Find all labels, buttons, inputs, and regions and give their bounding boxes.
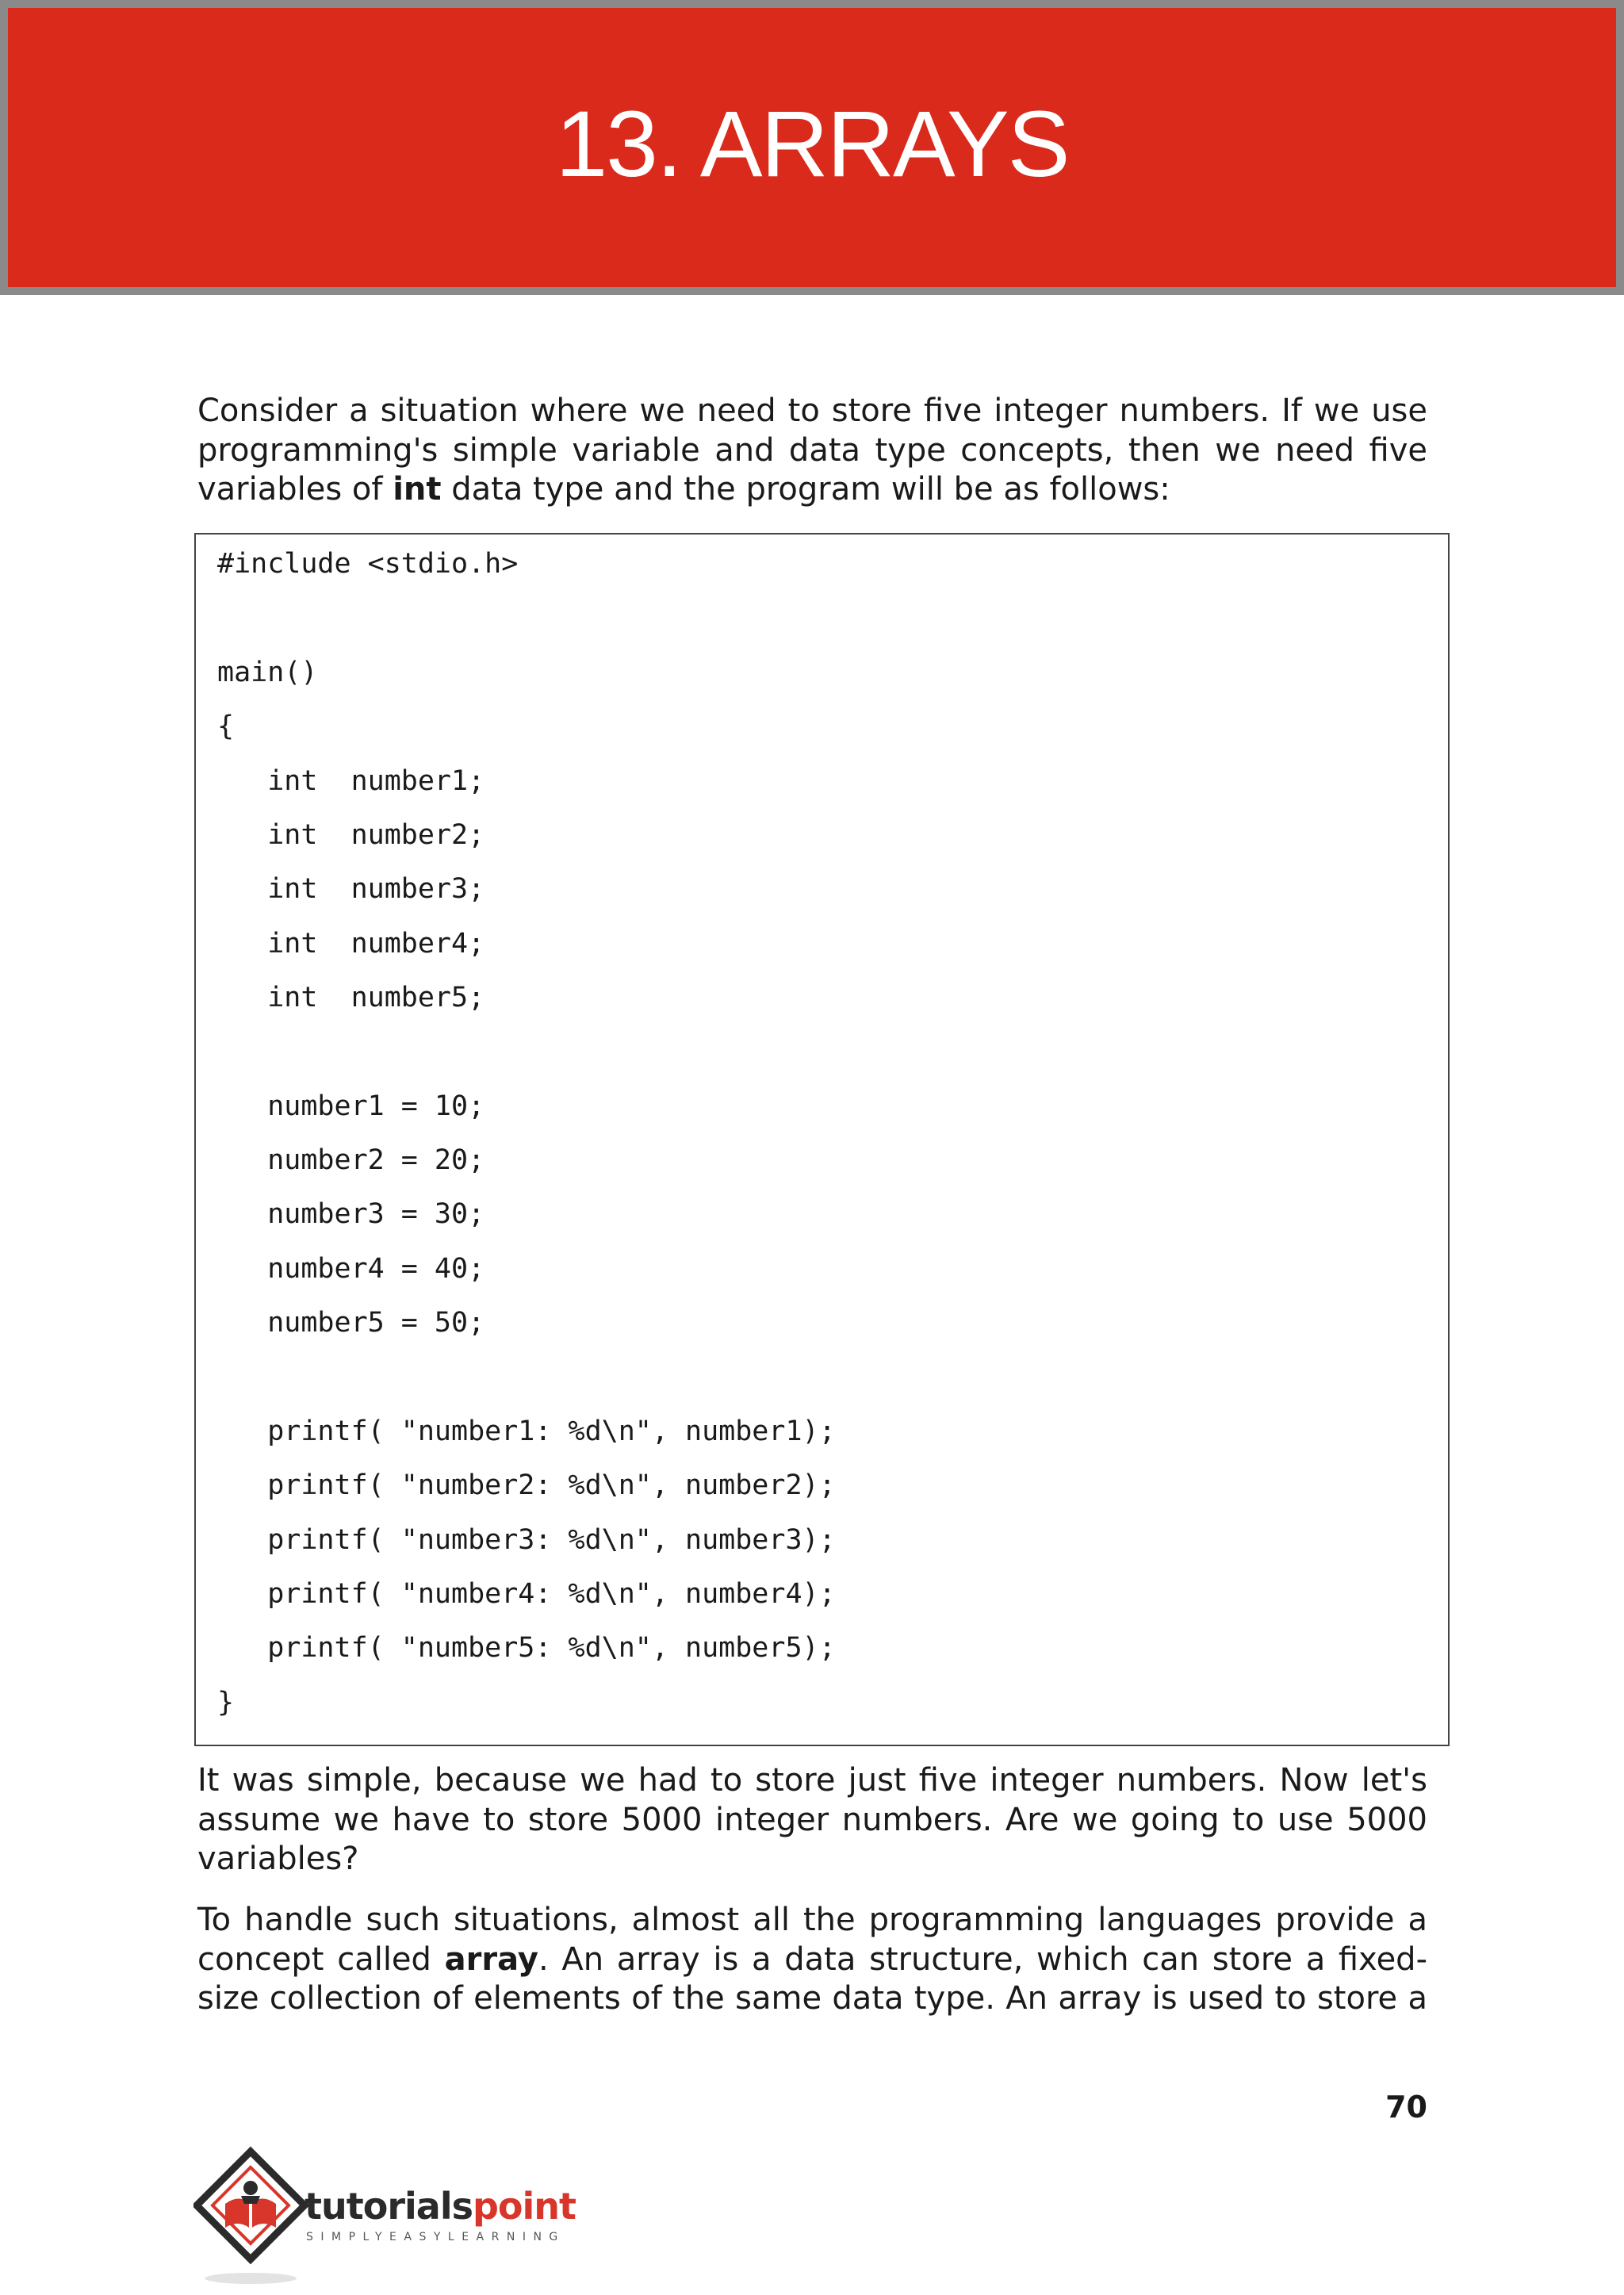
body-paragraph: It was simple, because we had to store just five integer numbers. Now let's assume we have to store 5000 integer numbers. Are we going to use 5000 variables? (197, 1762, 1427, 1877)
code-line: int number5; (217, 982, 485, 1013)
code-line: } (217, 1687, 235, 1718)
code-line: number5 = 50; (217, 1307, 485, 1339)
para3-bold-term: array (444, 1941, 538, 1978)
code-line: printf( "number5: %d\n", number5); (217, 1632, 836, 1664)
intro-bold-term: int (393, 471, 442, 508)
intro-text-before: Consider a situation where we need to store five integer numbers. If we use programming's simple variable and data type concepts, then we need five variables of (197, 393, 1427, 508)
intro-text-after: data type and the program will be as follows: (441, 471, 1170, 508)
code-line: printf( "number3: %d\n", number3); (217, 1524, 836, 1556)
code-line: main() (217, 657, 318, 688)
code-line: number3 = 30; (217, 1198, 485, 1230)
logo-wordmark (304, 2185, 576, 2228)
chapter-banner (0, 0, 1624, 295)
logo-tagline: SIMPLYEASYLEARNING (306, 2231, 565, 2243)
open-book-diamond-icon (193, 2145, 312, 2288)
code-line: { (217, 711, 235, 742)
code-line: printf( "number4: %d\n", number4); (217, 1578, 836, 1610)
code-line: number1 = 10; (217, 1090, 485, 1122)
tutorialspoint-logo (193, 2145, 590, 2288)
intro-paragraph (197, 392, 1427, 510)
code-line: printf( "number1: %d\n", number1); (217, 1416, 836, 1447)
code-block (194, 533, 1450, 1746)
code-line: int number4; (217, 928, 485, 960)
code-line: number2 = 20; (217, 1144, 485, 1176)
code-line: int number2; (217, 819, 485, 851)
code-line: int number3; (217, 873, 485, 905)
logo-word-2: point (472, 2185, 576, 2228)
logo-word-1: tutorials (304, 2185, 473, 2228)
para3-text-before: To handle such situations, almost all the programming languages provide a concept called (197, 1902, 1427, 1978)
code-line: number4 = 40; (217, 1253, 485, 1285)
array-definition-paragraph (197, 1901, 1427, 2019)
chapter-title: 13. ARRAYS (555, 92, 1069, 197)
page-number: 70 (1385, 2090, 1427, 2125)
code-line: #include <stdio.h> (217, 548, 519, 580)
para3-text-after: . An array is a data structure, which can store a fixed-size collection of elements of the same data type. An array is used to store a (197, 1941, 1428, 2017)
code-line: int number1; (217, 765, 485, 797)
code-line: printf( "number2: %d\n", number2); (217, 1469, 836, 1501)
